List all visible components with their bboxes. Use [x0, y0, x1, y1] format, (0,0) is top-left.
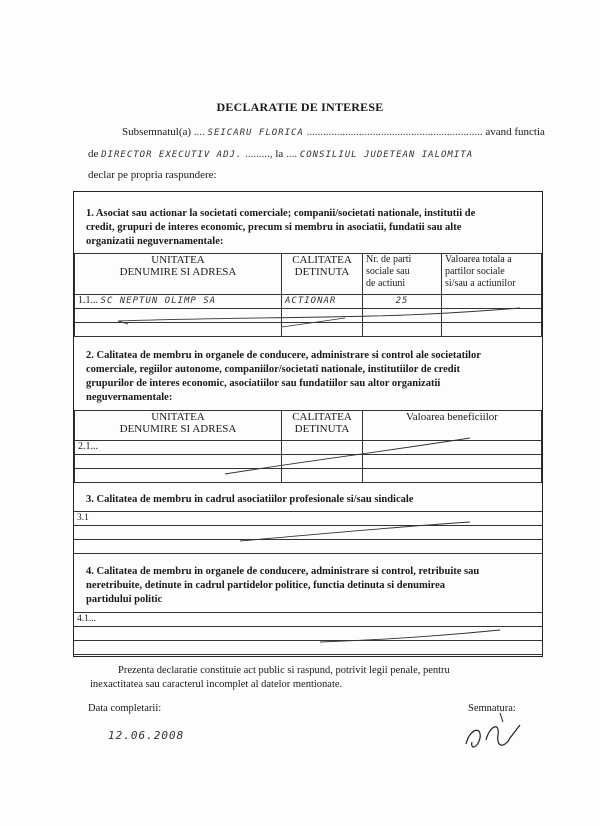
strike-line-section1-short	[282, 318, 345, 327]
section1-heading-line: 1. Asociat sau actionar la societati comerciale; companii/societati nationale, institutii de	[86, 208, 476, 219]
signature-label: Semnatura:	[468, 703, 516, 714]
row-prefix: 4.1...	[77, 614, 96, 624]
header-label: Valoarea beneficiilor	[406, 411, 498, 423]
header-label: DETINUTA	[294, 266, 350, 278]
date-value[interactable]: 12.06.2008	[108, 729, 185, 742]
statement-line: Prezenta declaratie constituie act public si raspund, potrivit legii penale, pentru	[118, 665, 450, 676]
signature-mark	[466, 725, 520, 747]
de-label: de	[88, 148, 99, 160]
section3-heading: 3. Calitatea de membru in cadrul asociatiilor profesionale si/sau sindicale	[86, 494, 414, 505]
document-title: DECLARATIE DE INTERESE	[216, 100, 384, 114]
strike-line-section2	[225, 438, 470, 474]
section2-heading-line: 2. Calitatea de membru in organele de conducere, administrare si control ale societatilor	[86, 350, 481, 361]
row-prefix: 1.1...	[78, 295, 98, 306]
section4-heading-line: 4. Calitatea de membru in organele de conducere, administrare si control, retribuite sau	[86, 566, 480, 577]
statement-line: inexactitatea sau caracterul incomplet al datelor mentionate.	[90, 679, 343, 690]
header-label: si/sau a actiunilor	[445, 278, 516, 289]
header-label: DETINUTA	[294, 423, 350, 435]
declar-line: declar pe propria raspundere:	[88, 169, 217, 181]
section2-heading-line: comerciale, regiilor autonome, companiilor/societati nationale, institutiilor de credit	[86, 364, 461, 375]
section1-heading-line: credit, grupuri de interes economic, precum si membru in asociatii, fundatii sau alte	[86, 222, 462, 233]
header-label: UNITATEA	[151, 254, 205, 266]
header-label: Valoarea totala a	[445, 254, 512, 265]
strike-line-section1-tail	[118, 321, 128, 324]
institutia-value[interactable]: CONSILIUL JUDETEAN IALOMITA	[299, 150, 474, 160]
la-label: la	[275, 148, 284, 160]
header-label: partilor sociale	[445, 266, 505, 277]
subsemnatul-value[interactable]: SEICARU FLORICA	[207, 128, 304, 138]
row-calitate-value: ACTIONAR	[285, 296, 337, 306]
header-label: UNITATEA	[151, 411, 205, 423]
strike-line-section3	[240, 522, 470, 541]
section4-heading-line: partidului politic	[86, 594, 163, 605]
strike-line-section1	[118, 308, 520, 321]
section2-heading-line: neguvernamentale:	[86, 392, 173, 403]
section4-heading-line: neretribuite, detinute in cadrul partidelor politice, functia detinuta si denumirea	[86, 580, 446, 591]
functia-value[interactable]: DIRECTOR EXECUTIV ADJ.	[101, 150, 243, 160]
header-label: CALITATEA	[292, 254, 352, 266]
strike-line-section4	[320, 630, 500, 642]
row-prefix: 2.1...	[78, 441, 98, 452]
header-label: CALITATEA	[292, 411, 352, 423]
header-label: Nr. de parti	[366, 254, 412, 265]
row-nr-value: 25	[395, 296, 409, 306]
subsemnatul-line: Subsemnatul(a) .... SEICARU FLORICA ................................................................ avand functia	[122, 126, 545, 138]
section2-heading-line: grupurilor de interes economic, asociatiilor sau fundatiilor sau altor organizatii	[86, 378, 441, 389]
avand-functia-label: avand functia	[485, 126, 545, 138]
functia-line: de DIRECTOR EXECUTIV ADJ. ........., la .... CONSILIUL JUDETEAN IALOMITA	[88, 148, 474, 160]
header-label: de actiuni	[366, 278, 406, 289]
row-unitate-value: SC NEPTUN OLIMP SA	[100, 296, 217, 306]
header-label: sociale sau	[366, 266, 410, 277]
date-label: Data completarii:	[88, 703, 162, 714]
header-label: DENUMIRE SI ADRESA	[119, 266, 237, 278]
section1-heading-line: organizatii neguvernamentale:	[86, 236, 224, 247]
header-label: DENUMIRE SI ADRESA	[119, 423, 237, 435]
row-prefix: 3.1	[77, 513, 89, 523]
subsemnatul-label: Subsemnatul(a)	[122, 126, 192, 138]
signature-tick	[500, 713, 503, 722]
